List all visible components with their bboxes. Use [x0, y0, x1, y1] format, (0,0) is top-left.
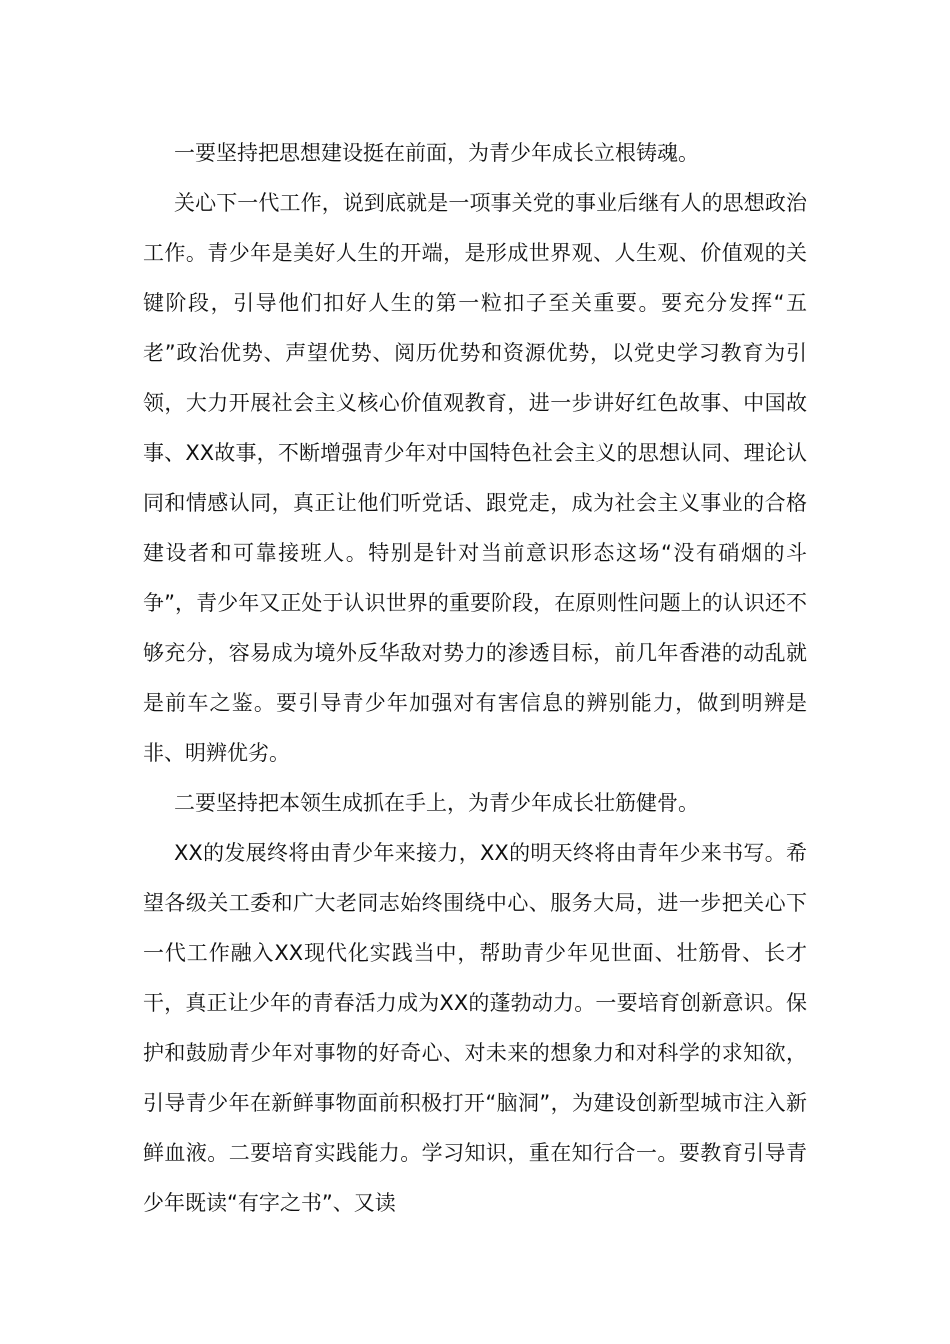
- paragraph-body-1: 关心下一代工作，说到底就是一项事关党的事业后继有人的思想政治工作。青少年是美好人生的开端，是形成世界观、人生观、价值观的关键阶段，引导他们扣好人生的第一粒扣子至关重要。要充分发挥“五老”政治优势、声望优势、阅历优势和资源优势，以党史学习教育为引领，大力开展社会主义核心价值观教育，进一步讲好红色故事、中国故事、XX故事，不断增强青少年对中国特色社会主义的思想认同、理论认同和情感认同，真正让他们听党话、跟党走，成为社会主义事业的合格建设者和可靠接班人。特别是针对当前意识形态这场“没有硝烟的斗争”，青少年又正处于认识世界的重要阶段，在原则性问题上的认识还不够充分，容易成为境外反华敌对势力的渗透目标，前几年香港的动乱就是前车之鉴。要引导青少年加强对有害信息的辨别能力，做到明辨是非、明辨优劣。: [143, 191, 807, 765]
- paragraph-heading-2: 二要坚持把本领生成抓在手上，为青少年成长壮筋健骨。: [174, 791, 699, 815]
- document-body: [143, 128, 807, 1228]
- paragraph-heading-1: 一要坚持把思想建设挺在前面，为青少年成长立根铸魂。: [174, 141, 699, 165]
- paragraph-body-2: XX的发展终将由青少年来接力，XX的明天终将由青年少来书写。希望各级关工委和广大老同志始终围绕中心、服务大局，进一步把关心下一代工作融入XX现代化实践当中，帮助青少年见世面、壮筋骨、长才干，真正让少年的青春活力成为XX的蓬勃动力。一要培育创新意识。保护和鼓励青少年对事物的好奇心、对未来的想象力和对科学的求知欲，引导青少年在新鲜事物面前积极打开“脑洞”，为建设创新型城市注入新鲜血液。二要培育实践能力。学习知识，重在知行合一。要教育引导青少年既读“有字之书”、又读: [143, 841, 807, 1215]
